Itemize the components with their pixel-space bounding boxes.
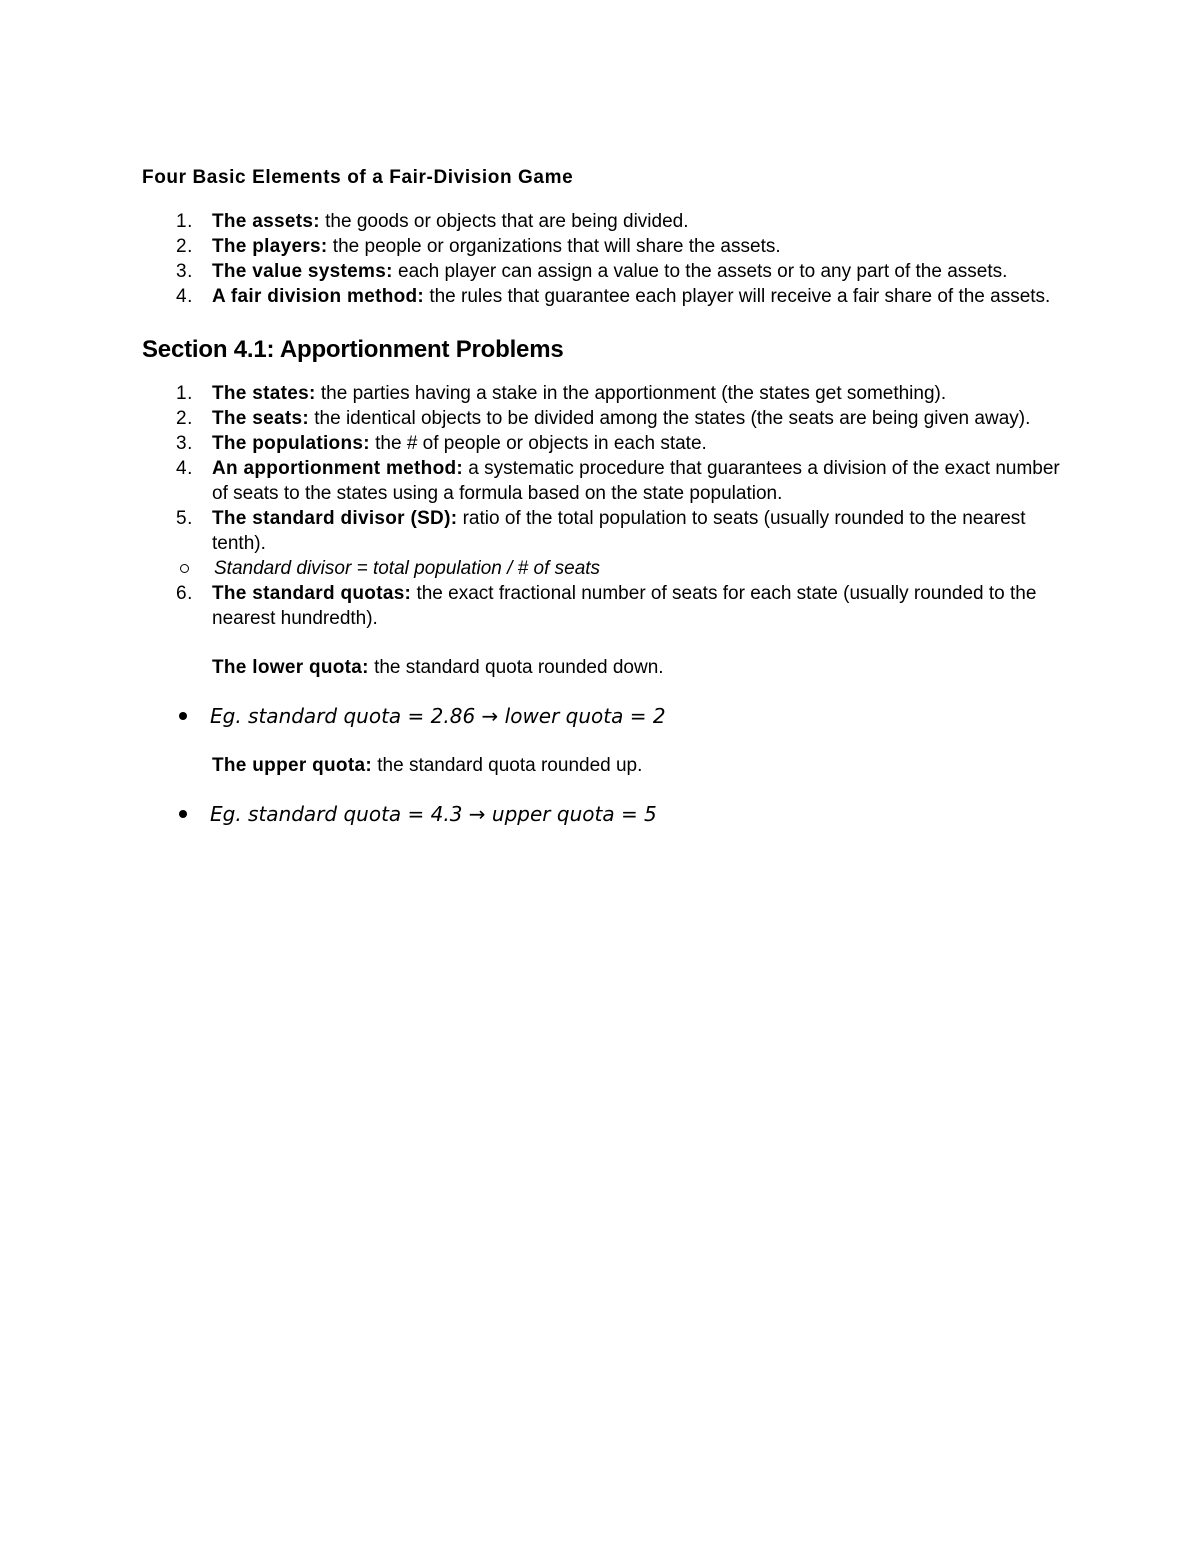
list-term: The value systems: [212,261,393,282]
list-text: the identical objects to be divided among the states (the seats are being given away). [308,408,1031,429]
lower-quota-example-text: Eg. standard quota = 2.86 → lower quota = 2 [210,704,666,728]
bullet-icon [179,810,187,818]
list-item [142,431,1062,456]
list-term: The standard divisor (SD): [212,508,458,529]
upper-quota-example-text: Eg. standard quota = 4.3 → upper quota = 5 [210,802,657,826]
list-number: 1. [176,211,193,232]
fair-division-elements-list [142,209,1062,309]
list-term: The seats: [212,408,309,429]
list-number: 1. [176,383,193,404]
list-term: A fair division method: [212,286,425,307]
list-term: The states: [212,383,316,404]
list-text: the exact fractional number of seats for each state (usually rounded to the nearest hundredth). [212,583,1037,629]
list-text: ratio of the total population to seats (usually rounded to the nearest tenth). [212,508,1026,554]
upper-quota-definition [142,753,1062,778]
list-text: the goods or objects that are being divided. [319,211,689,232]
list-number: 5. [176,508,193,529]
list-number: 4. [176,458,193,479]
list-text: the people or organizations that will share the assets. [327,236,781,257]
list-term: The players: [212,236,328,257]
lower-quota-term: The lower quota: [212,657,369,678]
list-number: 3. [176,433,193,454]
bullet-icon [179,712,187,720]
upper-quota-term: The upper quota: [212,755,372,776]
lower-quota-text: the standard quota rounded down. [368,657,664,678]
list-item [142,209,1062,234]
intro-title: Four Basic Elements of a Fair-Division Game [142,167,574,188]
list-item [142,259,1062,284]
list-number: 2. [176,408,193,429]
list-item [142,284,1062,309]
list-number: 6. [176,583,193,604]
list-term: The populations: [212,433,370,454]
section-title: Section 4.1: Apportionment Problems [142,336,564,363]
list-item [142,581,1062,631]
list-item [142,234,1062,259]
apportionment-terms-list [142,381,1062,631]
list-text: each player can assign a value to the assets or to any part of the assets. [392,261,1008,282]
upper-quota-example [142,801,1062,827]
lower-quota-definition [142,655,1062,680]
sd-formula: Standard divisor = total population / # of seats [214,558,601,579]
list-item [142,406,1062,431]
lower-quota-example [142,703,1062,729]
list-number: 2. [176,236,193,257]
list-item [142,381,1062,406]
document-page [142,164,1062,827]
list-term: The assets: [212,211,320,232]
list-term: An apportionment method: [212,458,464,479]
hollow-bullet-icon [180,564,189,573]
upper-quota-text: the standard quota rounded up. [371,755,643,776]
list-text: the # of people or objects in each state. [369,433,707,454]
list-text: the rules that guarantee each player will receive a fair share of the assets. [424,286,1051,307]
list-number: 3. [176,261,193,282]
sd-formula-item [142,556,1062,581]
list-text: the parties having a stake in the apportionment (the states get something). [315,383,947,404]
list-item [142,506,1062,581]
list-text: a systematic procedure that guarantees a division of the exact number of seats to the states using a formula based on the state population. [212,458,1060,504]
list-item [142,456,1062,506]
list-number: 4. [176,286,193,307]
sd-sub-list [142,556,1062,581]
list-term: The standard quotas: [212,583,412,604]
